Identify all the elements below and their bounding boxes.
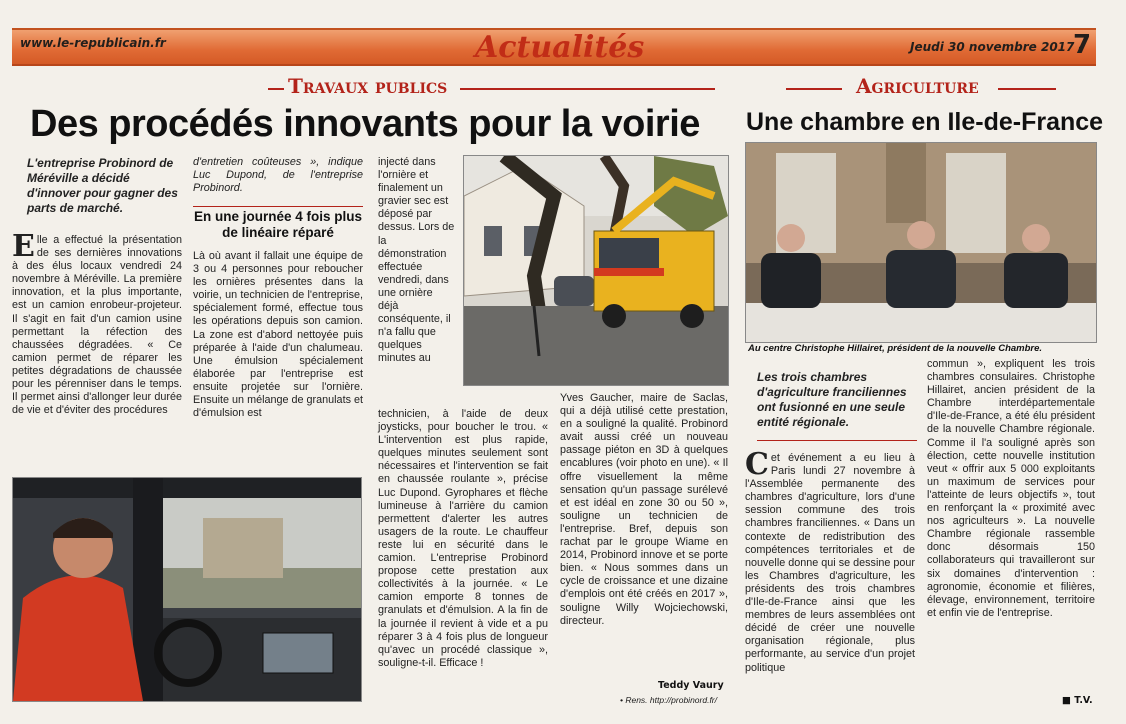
column-1-text: lle a effectué la présentation de ses dernières innovations à des élus locaux vendredi 24 novembre à Méréville. La première innovation, et la plus importante, est un camion enrobeur-projeteur. Il s'agit en fait d'un camion usine permettant la réfection des chaussées dégradées. « Ce camion permet de réparer les petites dégradations de chaussée pour les pérenniser dans le temps. Il permet ainsi d'allonger leur durée de vie et d'éviter des procédures	[12, 234, 182, 417]
photo-caption: Au centre Christophe Hillairet, président de la nouvelle Chambre.	[748, 343, 1043, 354]
article-headline-2: Une chambre en Ile-de-France	[746, 108, 1104, 136]
intro-rule	[757, 440, 917, 441]
article-column-5	[745, 447, 915, 675]
website-footnote: • Rens. http://probinord.fr/	[620, 695, 717, 705]
page-number: 7	[1073, 30, 1092, 60]
article-column-6: commun », expliquent les trois chambres consulaires. Christophe Hillairet, ancien président de la Chambre interdépartementale d'Ile-de-France, a été élu président de la nouvelle Chambre régionale. Comme il l'a souligné après son élection, cette nouvelle institution veut « offrir aux 5 000 exploitants un maximum de services pour l'atteinte de leurs objectifs », tout en renforçant la « proximité avec nos agriculteurs ». La nouvelle Chambre régionale rassemble donc désormais 150 collaborateurs qui travailleront sur six domaines d'intervention : agronomie, économie et filières, élevage, environnement, territoire et enfin vie de l'entreprise.	[927, 358, 1095, 619]
site-url: www.le-republicain.fr	[20, 36, 166, 50]
author-credit: Teddy Vaury	[658, 680, 724, 691]
article-intro-2: Les trois chambres d'agriculture franciliennes ont fusionné en une seule entité régionale.	[757, 370, 907, 429]
subheading: En une journée 4 fois plus de linéaire réparé	[193, 206, 363, 241]
signature: ■ T.V.	[1062, 695, 1093, 706]
kicker-rule-right	[460, 88, 715, 90]
truck-photo	[463, 155, 729, 386]
dropcap-2: C	[745, 447, 769, 482]
cab-photo	[12, 477, 362, 702]
column-5-text: et événement a eu lieu à Paris lundi 27 novembre à l'Assemblée permanente des chambres d'agriculture, lors d'une session commune des trois chambres franciliennes. « Dans un contexte de redistribution des compétences territoriales et de nouvelle donne qui se dessine pour les Chambres d'agriculture, les présidents des trois chambres d'Ile-de-France ainsi que les membres de leurs assemblées ont décidé de créer une nouvelle organisation régionale, plus performante, au service d'un projet politique	[745, 452, 915, 674]
kicker-travaux-publics: Travaux publics	[288, 74, 448, 98]
header-date: Jeudi 30 novembre 2017 -	[910, 40, 1084, 54]
article-column-3: technicien, à l'aide de deux joysticks, pour boucher le trou. « L'intervention est plus rapide, quelques minutes seulement sont nécessaires et l'intervention se fait en chaussée roulante », précise Luc Dupond. Gyrophares et flèche lumineuse à l'arrière du camion permettent d'alerter les autres usagers de la route. Le chauffeur reste lui en sécurité dans le camion. L'entreprise Probinord propose cette prestation aux collectivités à la journée. « Le camion emporte 8 tonnes de granulats et d'émulsion. A la fin de la journée il revient à vide et a pu réparer 3 à 4 fois plus de longueur qu'avec un procédé classique », souligne-t-il. Efficace !	[378, 408, 548, 669]
kicker-rule-left-2	[786, 88, 842, 90]
truck-photo-image	[464, 156, 728, 385]
article-intro: L'entreprise Probinord de Méréville a décidé d'innover pour gagner des parts de marché.	[27, 156, 178, 215]
chamber-photo-image	[746, 143, 1096, 342]
article-column-2: Là où avant il fallait une équipe de 3 ou 4 personnes pour reboucher les ornières présentes dans la voirie, un technicien de l'entreprise, spécialement formé, effectue tous les opérations depuis son camion. La zone est d'abord nettoyée puis préparée à l'aide d'un chalumeau. Une émulsion spécialement élaborée par l'entreprise est ensuite projetée sur l'ornière. Ensuite un mélange de granulats et d'émulsion est	[193, 250, 363, 420]
chamber-photo	[745, 142, 1097, 343]
article-column-2-top: d'entretien coûteuses », indique Luc Dupond, de l'entreprise Probinord.	[193, 156, 363, 195]
article-headline: Des procédés innovants pour la voirie	[30, 103, 700, 145]
dropcap: E	[12, 229, 35, 264]
article-column-3-top: injecté dans l'ornière et finalement un gravier sec est déposé par dessus. Lors de la démonstration effectuée vendredi, dans une ornière déjà conséquente, il n'a fallu que quelques minutes au	[378, 156, 455, 365]
article-column-4: Yves Gaucher, maire de Saclas, qui a déjà utilisé cette prestation, en a souligné la qualité. Probinord avait aussi créé un nouveau passage piéton en 3D à quelques encablures (voir photo en une). « Il offre visuellement la même sensation qu'un passage surélevé et est idéal en zone 30 ou 50 », souligne un technicien de l'entreprise. Bref, depuis son rachat par le groupe Wiame en 2014, Probinord innove et se porte bien. « Nous sommes dans un cycle de croissance et une dizaine d'emplois ont été créés en 2017 », souligne Willy Wojciechowski, directeur.	[560, 392, 728, 627]
kicker-rule-right-2	[998, 88, 1056, 90]
article-column-1	[12, 229, 182, 417]
kicker-rule-left	[268, 88, 284, 90]
kicker-agriculture: Agriculture	[856, 74, 979, 98]
section-title: Actualités	[475, 30, 645, 65]
cab-photo-image	[13, 478, 361, 701]
